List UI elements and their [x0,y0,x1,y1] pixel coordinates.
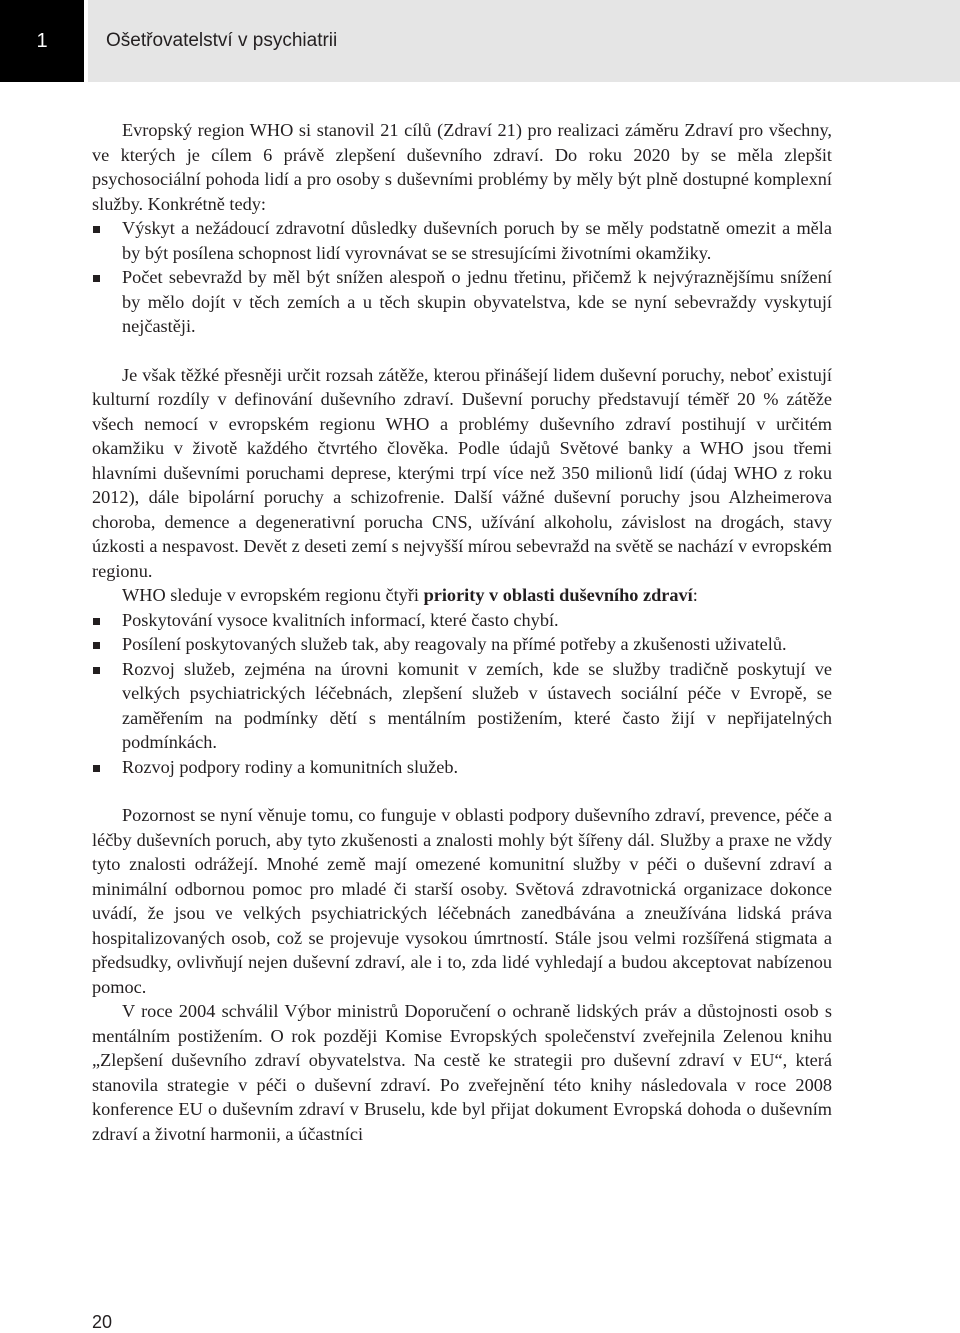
chapter-number-box [0,0,84,82]
priorities-list [92,608,832,780]
chapter-title: Ošetřovatelství v psychiatrii [106,30,338,51]
list-item: Posílení poskytovaných služeb tak, aby reagovaly na přímé potřeby a zkušenosti uživatelů. [92,632,832,657]
priorities-bold-text: priority v oblasti duševního zdraví [423,585,693,605]
list-item: Počet sebevražd by měl být snížen alespoň o jednu třetinu, přičemž k nejvýraznějšímu snížení by mělo dojít v těch zemích a u těch skupin obyvatelstva, kde se nyní sebevraždy vyskytují nejčastěji. [92,265,832,339]
paragraph-attention: Pozornost se nyní věnuje tomu, co funguje v oblasti podpory duševního zdraví, prevence, péče a léčby duševních poruch, aby tyto zkušenosti a znalosti mohly být šířeny dál. Služby a praxe ne vždy tyto znalosti odrážejí. Mnohé země mají omezené komunitní služby v péči o duševní zdraví a minimální odbornou pomoc pro mladé či starší osoby. Světová zdravotnická organizace dokonce uvádí, že jsou ve velkých psychiatrických léčebnách zanedbávána a zneužívána lidská práva hospitalizovaných osob, což se projevuje vysokou úmrtností. Stále jsou velmi rozšířená stigmata a předsudky, ovlivňují nejen duševní zdraví, ale i to, zda lidé vyhledají a budou akceptovat nabízenou pomoc. [92,805,832,997]
list-item: Rozvoj služeb, zejména na úrovni komunit v zemích, kde se služby tradičně poskytují ve velkých psychiatrických léčebnách, zlepšení služeb v ústavech sociální péče v Evropě, se zaměřením na podmínky dětí s mentálním postižením, které často žijí v nepřijatelných podmínkách. [92,657,832,755]
chapter-title-box [88,0,960,82]
list-item: Výskyt a nežádoucí zdravotní důsledky duševních poruch by se měly podstatně omezit a měla by být posílena schopnost lidí vyrovnávat se se stresujícími životními okamžiky. [92,216,832,265]
list-item: Poskytování vysoce kvalitních informací, které často chybí. [92,608,832,633]
paragraph-priorities-lead [92,583,832,608]
paragraph-2004: V roce 2004 schválil Výbor ministrů Doporučení o ochraně lidských práv a důstojnosti osob s mentálním postižením. O rok později Komise Evropských společenství zveřejnila Zelenou knihu „Zlepšení duševního zdraví obyvatelstva. Na cestě ke strategii pro duševní zdraví v EU“, která stanovila strategie v péči o duševní zdraví. Po zveřejnění této knihy následovala v roce 2008 konference EU o duševním zdraví v Bruselu, kde byl přijat dokument Evropská dohoda o duševním zdraví a životní harmonii, a účastníci [92,1001,832,1144]
priorities-colon: : [692,585,698,605]
paragraph-burden: Je však těžké přesněji určit rozsah zátěže, kterou přinášejí lidem duševní poruchy, neboť existují kulturní rozdíly v definování duševního zdraví. Duševní poruchy představují téměř 20 % zátěže všech nemocí v evropském regionu WHO a problémy duševního zdraví postihují v určitém okamžiku v životě každého čtvrtého člověka. Podle údajů Světové banky a WHO jsou třemi hlavními duševními poruchami deprese, kterými trpí více než 350 milionů lidí (údaj WHO z roku 2012), dále bipolární poruchy a schizofrenie. Další vážné duševní poruchy jsou Alzheimerova choroba, demence a degenerativní porucha CNS, užívání alkoholu, závislost na drogách, stavy úzkosti a nespavost. Devět z deseti zemí s nejvyšší mírou sebevražd na světě se nachází v evropském regionu. [92,364,832,581]
goals-list [92,216,832,339]
page-body [92,118,832,1146]
chapter-number: 1 [36,29,48,52]
priorities-lead-text: WHO sleduje v evropském regionu čtyři [122,585,424,605]
page-number: 20 [92,1312,113,1332]
paragraph-who-goals: Evropský region WHO si stanovil 21 cílů (Zdraví 21) pro realizaci záměru Zdraví pro všechny, ve kterých je cílem 6 právě zlepšení duševního zdraví. Do roku 2020 by se měla zlepšit psychosociální pohoda lidí a pro osoby s duševními problémy by měly být plně dostupné komplexní služby. Konkrétně tedy: [92,120,832,214]
chapter-header [0,0,960,82]
list-item: Rozvoj podpory rodiny a komunitních služeb. [92,755,832,780]
